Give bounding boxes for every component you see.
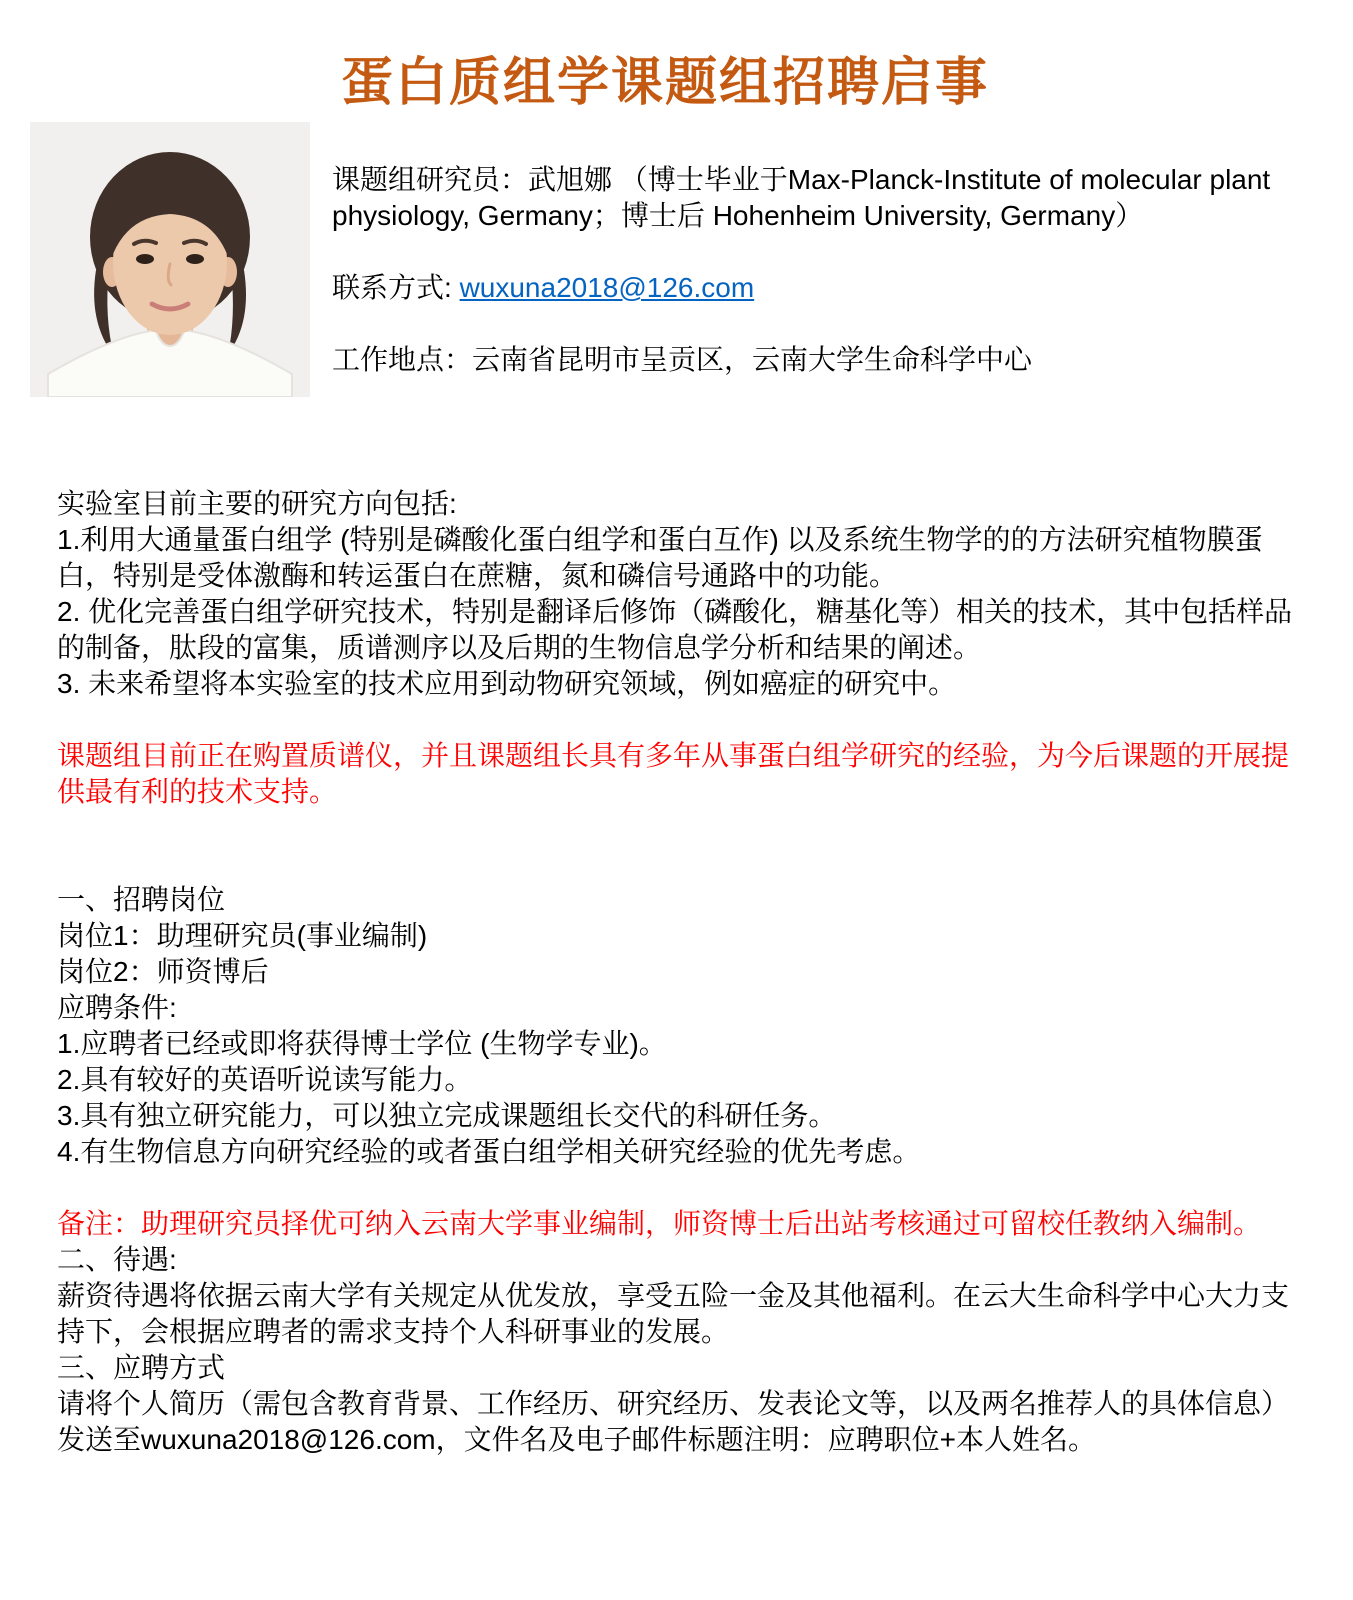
spacer: [57, 702, 1299, 738]
salary-line: 薪资待遇将依据云南大学有关规定从优发放，享受五险一金及其他福利。在云大生命科学中心大力支持下，会根据应聘者的需求支持个人科研事业的发展。: [57, 1280, 1290, 1347]
requirements-heading: 应聘条件:: [57, 992, 177, 1023]
highlight-note: 课题组目前正在购置质谱仪，并且课题组长具有多年从事蛋白组学研究的经验，为今后课题的开展提供最有利的技术支持。: [57, 740, 1290, 807]
note-line: 备注：助理研究员择优可纳入云南大学事业编制，师资博士后出站考核通过可留校任教纳入编制。: [57, 1208, 1262, 1239]
spacer: [57, 1170, 1299, 1206]
requirement-2: 2.具有较好的英语听说读写能力。: [57, 1064, 473, 1095]
research-intro: 实验室目前主要的研究方向包括:: [57, 488, 457, 519]
spacer: [57, 810, 1299, 882]
location-line: 工作地点：云南省昆明市呈贡区，云南大学生命科学中心: [332, 344, 1033, 375]
requirement-4: 4.有生物信息方向研究经验的或者蛋白组学相关研究经验的优先考虑。: [57, 1136, 921, 1167]
email-link[interactable]: wuxuna2018@126.com: [459, 272, 755, 303]
section2-heading: 二、待遇:: [57, 1244, 177, 1275]
research-item-1: 1.利用大通量蛋白组学 (特别是磷酸化蛋白组学和蛋白互作) 以及系统生物学的的方法研究植物膜蛋白，特别是受体激酶和转运蛋白在蔗糖，氮和磷信号通路中的功能。: [57, 524, 1263, 591]
research-item-2: 2. 优化完善蛋白组学研究技术，特别是翻译后修饰（磷酸化，糖基化等）相关的技术，其中包括样品的制备，肽段的富集，质谱测序以及后期的生物信息学分析和结果的阐述。: [57, 596, 1293, 663]
contact-line: [332, 270, 1312, 306]
document-body: [57, 486, 1299, 1458]
section1-heading: 一、招聘岗位: [57, 884, 226, 915]
portrait-illustration: [30, 122, 310, 397]
researcher-line: 课题组研究员：武旭娜 （博士毕业于Max-Planck-Institute of molecular plant physiology, Germany；博士后 Hohenheim University, Germany）: [332, 164, 1271, 231]
requirement-3: 3.具有独立研究能力，可以独立完成课题组长交代的科研任务。: [57, 1100, 837, 1131]
researcher-photo: [30, 122, 310, 397]
page-title: 蛋白质组学课题组招聘启事: [340, 54, 989, 112]
requirement-1: 1.应聘者已经或即将获得博士学位 (生物学专业)。: [57, 1028, 667, 1059]
position-2: 岗位2：师资博后: [57, 956, 269, 987]
section3-heading: 三、应聘方式: [57, 1352, 226, 1383]
contact-label: 联系方式:: [332, 272, 460, 303]
position-1: 岗位1：助理研究员(事业编制): [57, 920, 428, 951]
research-item-3: 3. 未来希望将本实验室的技术应用到动物研究领域，例如癌症的研究中。: [57, 668, 957, 699]
researcher-info: [332, 162, 1312, 378]
apply-line: 请将个人简历（需包含教育背景、工作经历、研究经历、发表论文等，以及两名推荐人的具体信息）发送至wuxuna2018@126.com，文件名及电子邮件标题注明：应聘职位+本人姓名。: [57, 1388, 1290, 1455]
